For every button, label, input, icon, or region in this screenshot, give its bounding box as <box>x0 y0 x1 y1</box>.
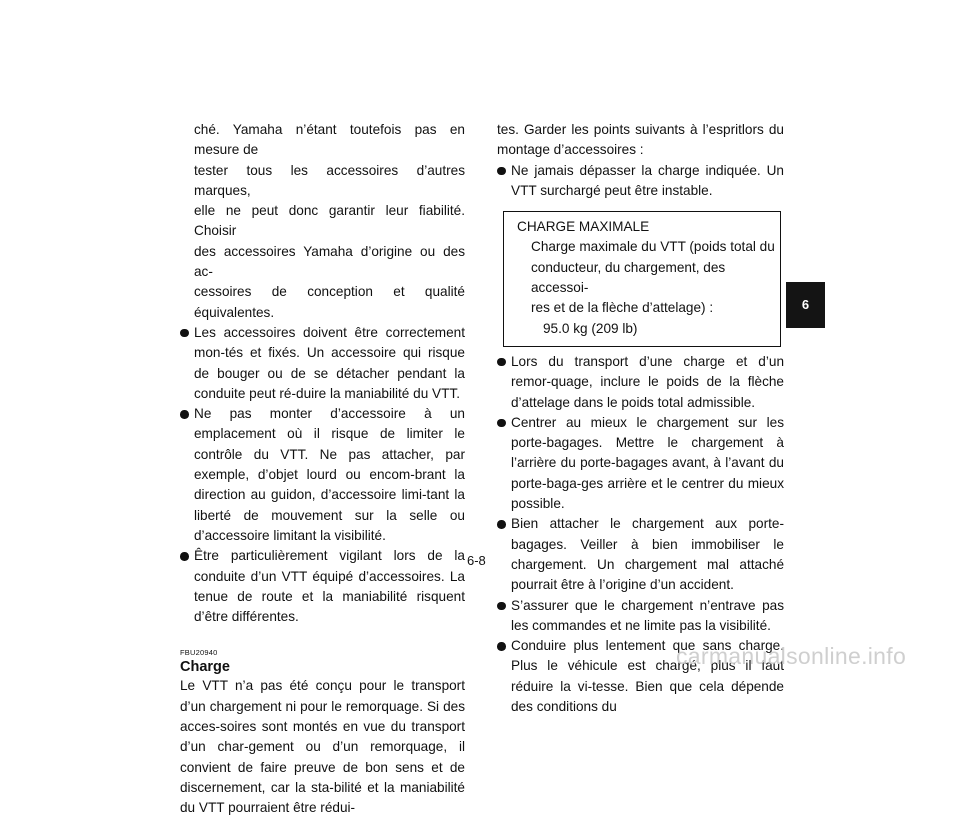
bullet-text: Les accessoires doivent être correctement mon-tés et fixés. Un accessoire qui risque de bouger ou de se détacher pendant la conduite peut ré-duire la maniabilité du VTT. <box>194 324 465 401</box>
intro-line: ché. Yamaha n’étant toutefois pas en mesure de <box>194 122 465 158</box>
watermark-text: carmanualsonline.info <box>676 643 907 669</box>
chapter-tab: 6 <box>786 282 825 328</box>
bullet-dot-icon <box>497 642 506 651</box>
bullet-text: Être particulièrement vigilant lors de la conduite d’un VTT équipé d’accessoires. La tenue de route et la maniabilité risquent d’être différentes. <box>194 548 465 625</box>
section-paragraph: Le VTT n’a pas été conçu pour le transport d’un chargement ni pour le remorquage. Si des acces-soires sont montés en vue du transport d’un char-gement ou d’un remorquage, il convient de faire preuve de bon sens et de discernement, car la sta-bilité et la maniabilité du VTT pourraient être rédui- <box>180 678 465 816</box>
max-load-box <box>503 211 781 347</box>
bullet-dot-icon <box>180 410 189 419</box>
bullet-text: Lors du transport d’une charge et d’un remor-quage, inclure le poids de la flèche d’attelage dans le poids total admissible. <box>511 353 784 410</box>
section-heading: Charge <box>180 659 230 676</box>
bullet-item <box>497 352 784 413</box>
right-column <box>497 120 784 717</box>
bullet-text: Conduire plus lentement que sans charge. Plus le véhicule est chargé, plus il faut réduire la vi-tesse. Bien que cela dépende des conditions du <box>511 638 784 715</box>
bullet-dot-icon <box>497 167 506 176</box>
intro-line: des accessoires Yamaha d’origine ou des ac- <box>194 243 465 280</box>
box-line: conducteur, du chargement, des accessoi- <box>531 259 726 296</box>
bullet-dot-icon <box>497 358 506 367</box>
box-line: res et de la flèche d’attelage) : <box>531 300 714 316</box>
bullet-item <box>497 514 784 595</box>
box-line: Charge maximale du VTT (poids total du <box>531 239 775 255</box>
box-title: CHARGE MAXIMALE <box>517 219 650 235</box>
intro-paragraph: tes. Garder les points suivants à l’espritlors du montage d’accessoires : <box>497 122 784 158</box>
bullet-text: Centrer au mieux le chargement sur les porte-bagages. Mettre le chargement à l’arrière du porte-bagages avant, à l’avant du porte-baga-ges arrière et le centrer du mieux possible. <box>511 414 784 512</box>
bullet-item <box>180 546 465 627</box>
bullet-text: S’assurer que le chargement n’entrave pas les commandes et ne limite pas la visibilité. <box>511 597 784 633</box>
bullet-item <box>497 596 784 637</box>
intro-line: elle ne peut donc garantir leur fiabilité. Choisir <box>194 203 465 239</box>
bullet-dot-icon <box>497 602 506 611</box>
bullet-text: Bien attacher le chargement aux porte-bagages. Veiller à bien immobiliser le chargement. Un chargement mal attaché pourrait être à l’origine d’un accident. <box>511 516 784 593</box>
bullet-dot-icon <box>497 520 506 529</box>
page-number: 6-8 <box>467 553 486 568</box>
intro-line: tester tous les accessoires d’autres marques, <box>194 162 465 198</box>
bullet-item <box>180 404 465 546</box>
bullet-item <box>180 323 465 404</box>
section-code: FBU20940 <box>180 648 218 658</box>
bullet-item <box>497 161 784 202</box>
bullet-text: Ne jamais dépasser la charge indiquée. Un VTT surchargé peut être instable. <box>511 162 784 198</box>
bullet-text: Ne pas monter d’accessoire à un emplacement où il risque de limiter le contrôle du VTT. Ne pas attacher, par exemple, d’objet lourd ou encom-brant la direction au guidon, d’accessoire limi-tant la liberté de mouvement sur la selle ou d’accessoire limitant la visibilité. <box>194 406 465 543</box>
bullet-item <box>497 413 784 514</box>
bullet-dot-icon <box>497 419 506 428</box>
bullet-dot-icon <box>180 552 189 561</box>
box-value: 95.0 kg (209 lb) <box>543 320 638 336</box>
bullet-dot-icon <box>180 329 189 338</box>
intro-line: cessoires de conception et qualité équivalentes. <box>194 284 465 320</box>
left-column <box>180 120 465 819</box>
